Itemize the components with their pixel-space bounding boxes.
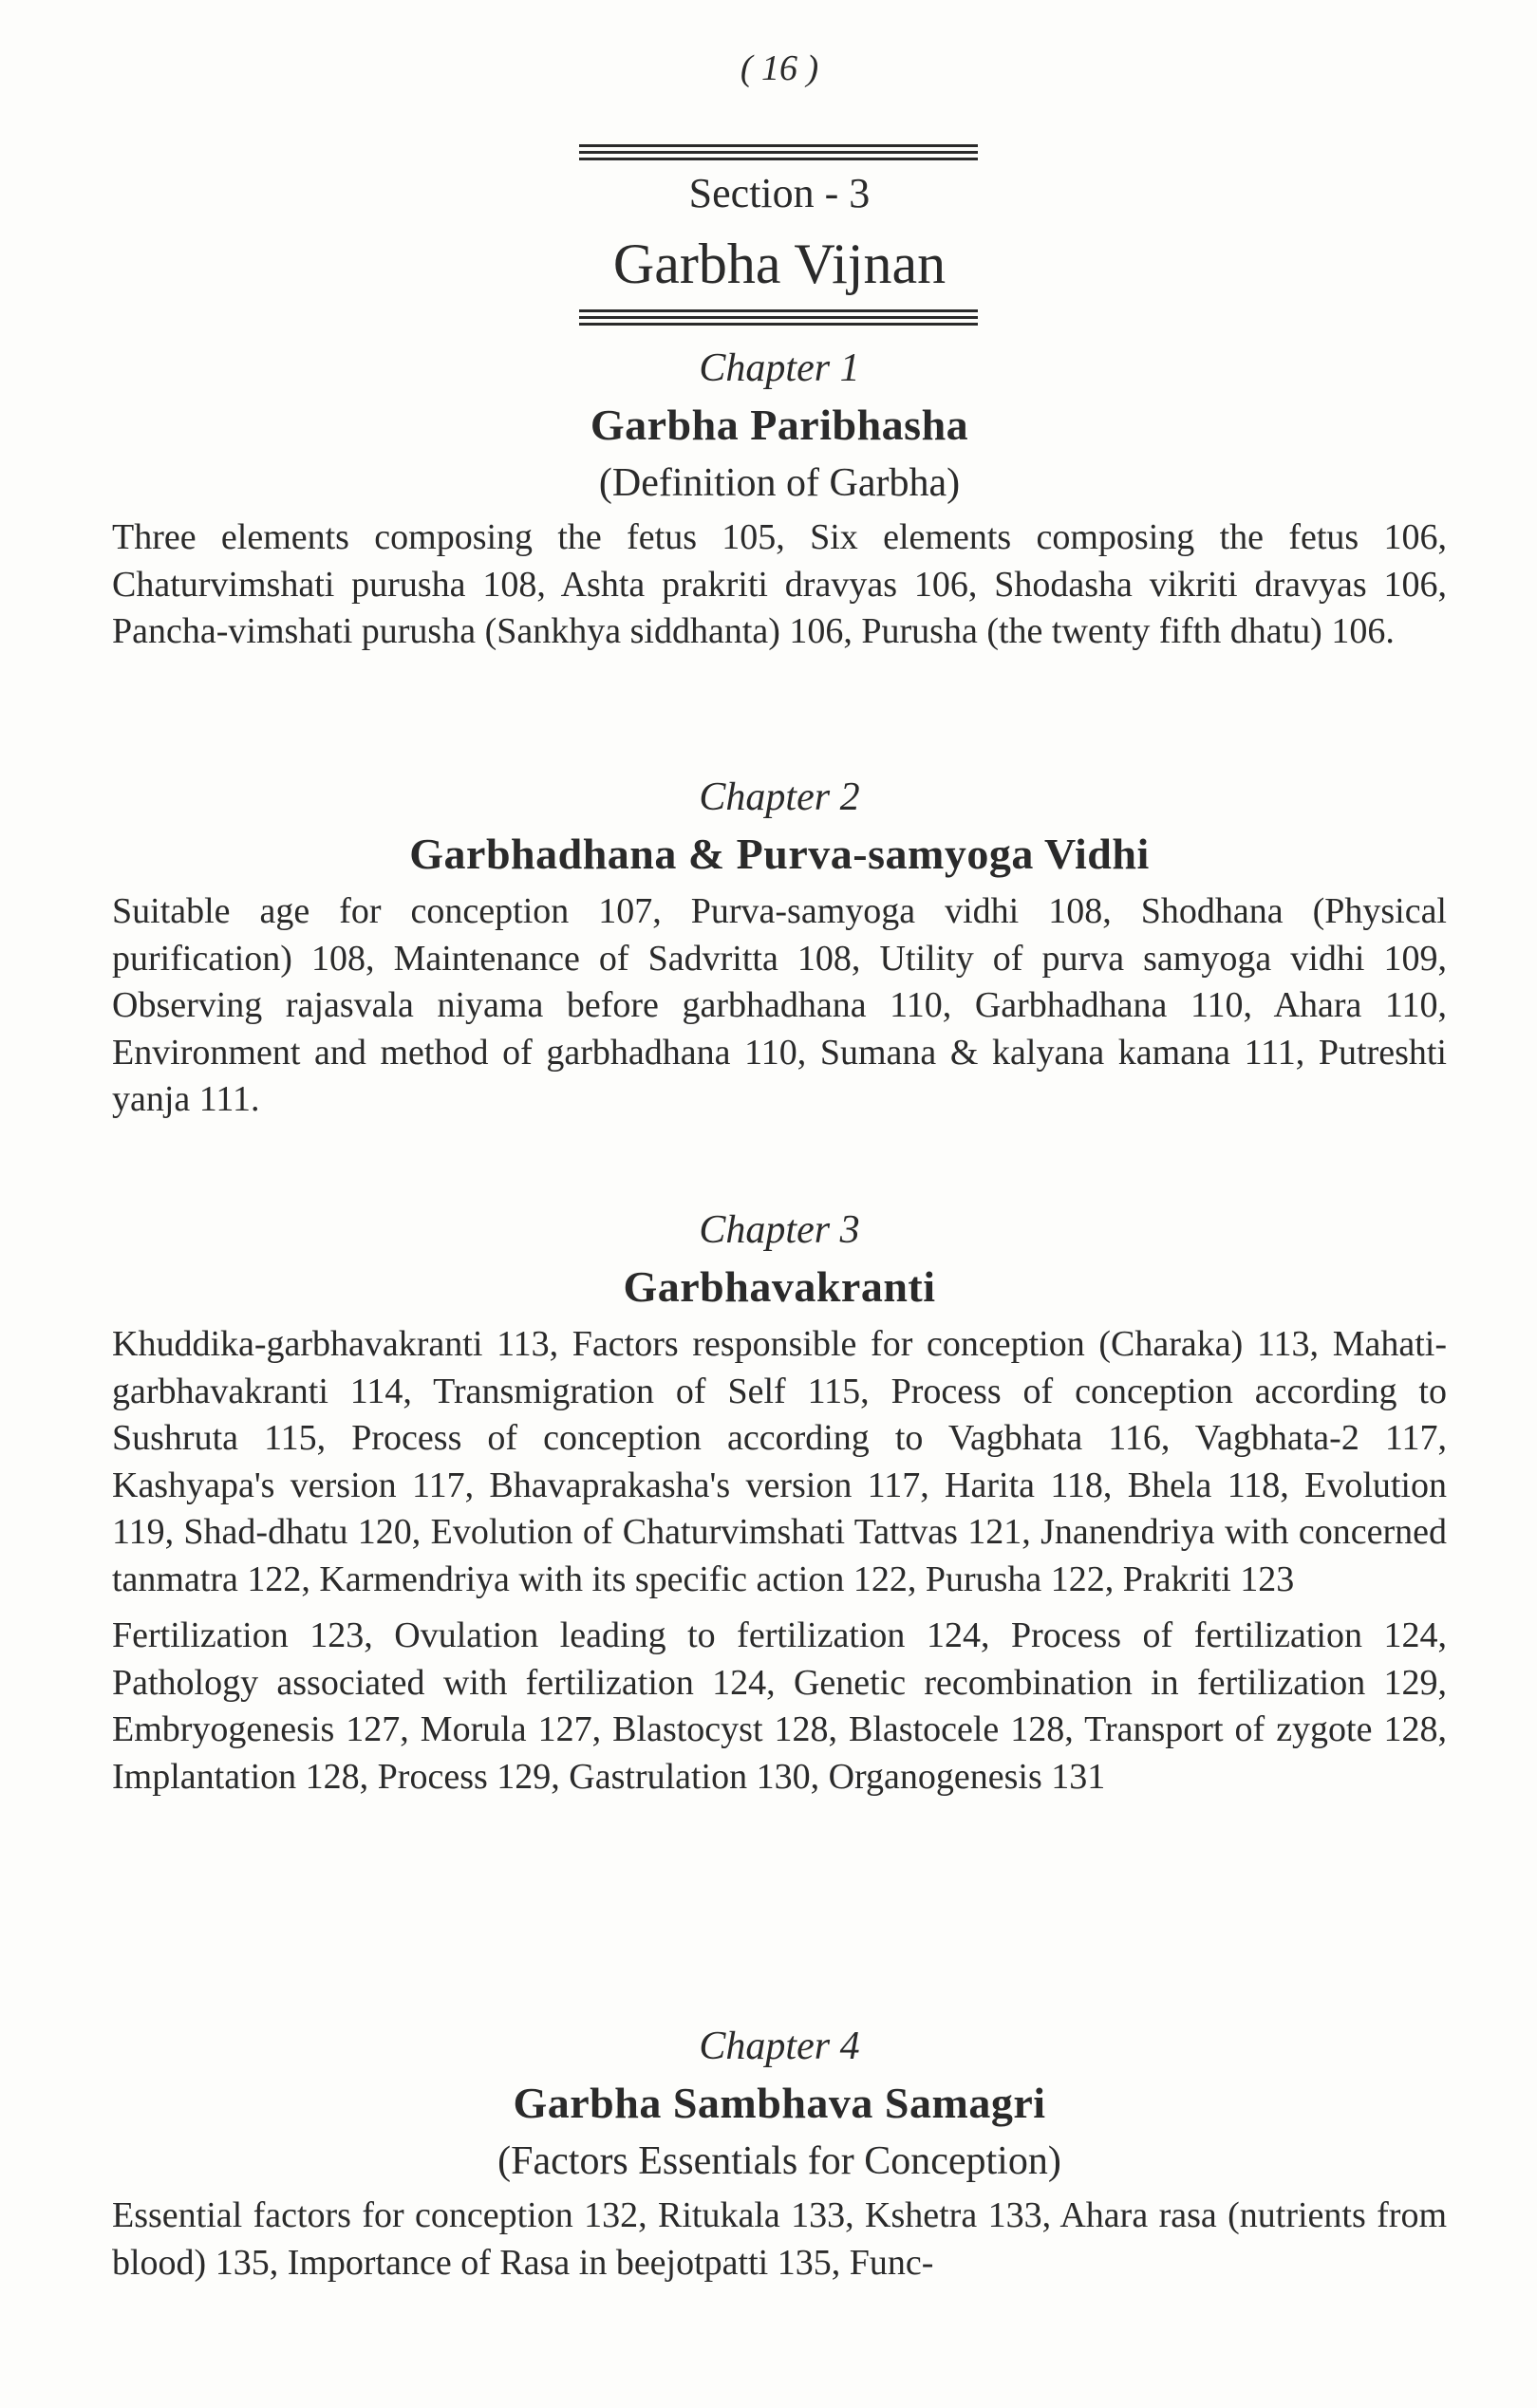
chapter-title: Garbhavakranti (623, 1262, 936, 1311)
page-number: ( 16 ) (740, 48, 819, 88)
chapter-subtitle: (Definition of Garbha) (598, 461, 961, 505)
chapter-3 (112, 1204, 1447, 1801)
chapter-2 (112, 771, 1447, 1124)
chapter-contents: Three elements composing the fetus 105, Six elements composing the fetus 106, Chaturvimshati purusha 108, Ashta prakriti dravyas 106, Shodasha vikriti dravyas 106, Pancha-vimshati purusha (Sankhya siddhanta) 106, Purusha (the twenty fifth dhatu) 106. (112, 517, 1447, 651)
chapter-label: Chapter 3 (699, 1208, 860, 1252)
chapter-label: Chapter 4 (699, 2025, 860, 2068)
section-bottom-rule (579, 309, 978, 329)
section-top-rule (579, 144, 978, 164)
chapter-contents: Fertilization 123, Ovulation leading to fertilization 124, Process of fertilization 124, Pathology associated with fertilization 124, Genetic recombination in fertilization 129, Embryogenesis 127, Morula 127, Blastocyst 128, Blastocele 128, Transport of zygote 128, Implantation 128, Process 129, Gastrulation 130, Organogenesis 131 (112, 1615, 1447, 1797)
chapter-4 (112, 2020, 1447, 2287)
chapter-1 (112, 342, 1447, 656)
chapter-contents: Essential factors for conception 132, Ritukala 133, Kshetra 133, Ahara rasa (nutrients from blood) 135, Importance of Rasa in beejotpatti 135, Func- (112, 2195, 1447, 2283)
section-title: Garbha Vijnan (612, 233, 947, 295)
book-page (112, 0, 1447, 2408)
chapter-contents: Suitable age for conception 107, Purva-samyoga vidhi 108, Shodhana (Physical purification) 108, Maintenance of Sadvritta 108, Utility of purva samyoga vidhi 109, Observing rajasvala niyama before garbhadhana 110, Garbhadhana 110, Ahara 110, Environment and method of garbhadhana 110, Sumana & kalyana kamana 111, Putreshti yanja 111. (112, 891, 1447, 1119)
chapter-label: Chapter 1 (699, 346, 860, 390)
section-label: Section - 3 (688, 170, 871, 216)
chapter-title: Garbha Sambhava Samagri (513, 2079, 1046, 2127)
chapter-label: Chapter 2 (699, 775, 860, 819)
chapter-subtitle: (Factors Essentials for Conception) (497, 2139, 1061, 2183)
chapter-title: Garbhadhana & Purva-samyoga Vidhi (409, 830, 1150, 878)
chapter-title: Garbha Paribhasha (590, 401, 969, 449)
chapter-contents: Khuddika-garbhavakranti 113, Factors responsible for conception (Charaka) 113, Mahati-garbhavakranti 114, Transmigration of Self 115, Process of conception according to Sushruta 115, Process of conception according to Vagbhata 116, Vagbhata-2 117, Kashyapa's version 117, Bhavaprakasha's version 117, Harita 118, Bhela 118, Evolution 119, Shad-dhatu 120, Evolution of Chaturvimshati Tattvas 121, Jnanendriya with concerned tanmatra 122, Karmendriya with its specific action 122, Purusha 122, Prakriti 123 (112, 1324, 1447, 1599)
